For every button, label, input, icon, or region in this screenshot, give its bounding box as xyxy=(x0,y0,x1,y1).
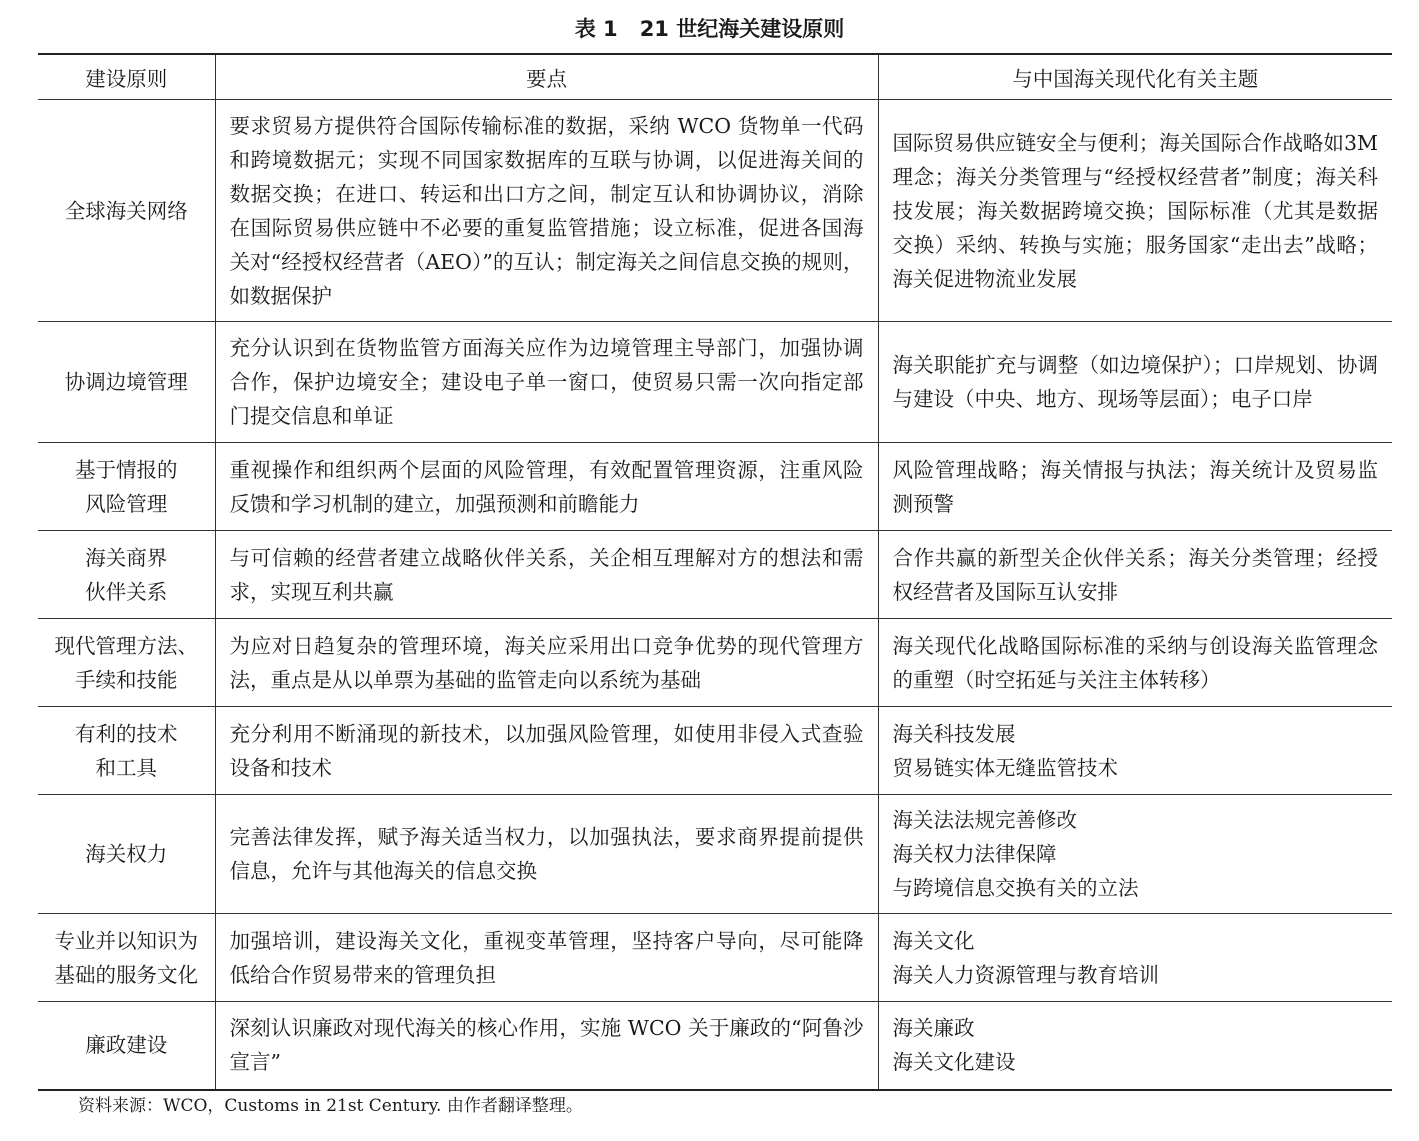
source-note: 资料来源：WCO，Customs in 21st Century. 由作者翻译整理。 xyxy=(78,1096,583,1116)
table-row xyxy=(38,1002,1392,1090)
table-title: 21 世纪海关建设原则 xyxy=(639,17,845,41)
principle-line: 海关商界 xyxy=(85,545,168,570)
topic-line: 海关廉政 xyxy=(892,1016,975,1041)
topics-cell xyxy=(878,531,1392,619)
points-cell: 要求贸易方提供符合国际传输标准的数据，采纳 WCO 货物单一代码和跨境数据元；实现不同国家数据库的互联与协调，以促进海关间的数据交换；在进口、转运和出口方之间，制定互认和协调协议，消除在国际贸易供应链中不必要的重复监管措施；设立标准，促进各国海关对“经授权经营者（AEO）”的互认；制定海关之间信息交换的规则，如数据保护 xyxy=(215,100,878,322)
table-row xyxy=(38,443,1392,531)
principles-table xyxy=(38,53,1392,1091)
principle-line: 伙伴关系 xyxy=(85,579,168,604)
table-caption xyxy=(0,14,1419,44)
table-body xyxy=(38,100,1392,1090)
header-points: 要点 xyxy=(215,54,878,100)
principle-line: 现代管理方法、 xyxy=(54,633,198,658)
topics-cell xyxy=(878,795,1392,914)
principle-line: 有利的技术 xyxy=(75,721,178,746)
table-header-row xyxy=(38,54,1392,100)
topic-line: 海关法法规完善修改 xyxy=(892,808,1077,832)
topic-line: 国际贸易供应链安全与便利；海关国际合作战略如3M 理念；海关分类管理与“经授权经营者”制度；海关科技发展；海关数据跨境交换；国际标准（尤其是数据交换）采纳、转换与实施；服务国家“走出去”战略；海关促进物流业发展 xyxy=(892,130,1378,291)
header-principle: 建设原则 xyxy=(85,67,168,91)
table-row xyxy=(38,100,1392,322)
table-row xyxy=(38,619,1392,707)
points-cell: 为应对日趋复杂的管理环境，海关应采用出口竞争优势的现代管理方法，重点是从以单票为基础的监管走向以系统为基础 xyxy=(215,619,878,707)
table-row xyxy=(38,795,1392,914)
principle-cell xyxy=(38,914,215,1002)
topics-cell xyxy=(878,100,1392,322)
topics-cell xyxy=(878,707,1392,795)
principle-line: 海关权力 xyxy=(85,842,168,866)
points-cell: 重视操作和组织两个层面的风险管理，有效配置管理资源，注重风险反馈和学习机制的建立，加强预测和前瞻能力 xyxy=(215,443,878,531)
principle-line: 手续和技能 xyxy=(75,667,178,692)
table-row xyxy=(38,322,1392,443)
topic-line: 海关人力资源管理与教育培训 xyxy=(892,962,1159,987)
points-cell: 与可信赖的经营者建立战略伙伴关系，关企相互理解对方的想法和需求，实现互利共赢 xyxy=(215,531,878,619)
principle-cell xyxy=(38,1002,215,1090)
table-row xyxy=(38,707,1392,795)
points-cell: 深刻认识廉政对现代海关的核心作用，实施 WCO 关于廉政的“阿鲁沙宣言” xyxy=(215,1002,878,1090)
principle-cell xyxy=(38,707,215,795)
topics-cell xyxy=(878,322,1392,443)
table-row xyxy=(38,531,1392,619)
topics-cell xyxy=(878,914,1392,1002)
topics-cell xyxy=(878,1002,1392,1090)
principle-cell xyxy=(38,443,215,531)
topic-line: 与跨境信息交换有关的立法 xyxy=(892,876,1139,900)
points-cell: 完善法律发挥，赋予海关适当权力，以加强执法，要求商界提前提供信息，允许与其他海关的信息交换 xyxy=(215,795,878,914)
principle-cell xyxy=(38,531,215,619)
points-cell: 充分认识到在货物监管方面海关应作为边境管理主导部门，加强协调合作，保护边境安全；建设电子单一窗口，使贸易只需一次向指定部门提交信息和单证 xyxy=(215,322,878,443)
topic-line: 海关职能扩充与调整（如边境保护）；口岸规划、协调与建设（中央、地方、现场等层面）；电子口岸 xyxy=(892,353,1378,411)
topic-line: 海关现代化战略国际标准的采纳与创设海关监管理念的重塑（时空拓延与关注主体转移） xyxy=(892,633,1378,692)
points-cell: 加强培训，建设海关文化，重视变革管理，坚持客户导向，尽可能降低给合作贸易带来的管理负担 xyxy=(215,914,878,1002)
principle-cell xyxy=(38,619,215,707)
points-cell: 充分利用不断涌现的新技术，以加强风险管理，如使用非侵入式查验设备和技术 xyxy=(215,707,878,795)
topic-line: 海关权力法律保障 xyxy=(892,842,1057,866)
principle-line: 廉政建设 xyxy=(85,1033,168,1058)
topics-cell xyxy=(878,619,1392,707)
topics-cell xyxy=(878,443,1392,531)
principle-line: 风险管理 xyxy=(85,491,168,516)
table-row xyxy=(38,914,1392,1002)
principle-line: 协调边境管理 xyxy=(64,370,188,394)
topic-line: 风险管理战略；海关情报与执法；海关统计及贸易监测预警 xyxy=(892,457,1378,516)
principle-line: 专业并以知识为 xyxy=(54,928,198,953)
topic-line: 海关文化 xyxy=(892,928,975,953)
topic-line: 贸易链实体无缝监管技术 xyxy=(892,755,1118,780)
principle-line: 全球海关网络 xyxy=(64,198,188,223)
principle-cell xyxy=(38,322,215,443)
topic-line: 海关文化建设 xyxy=(892,1050,1016,1075)
topic-line: 合作共赢的新型关企伙伴关系；海关分类管理；经授权经营者及国际互认安排 xyxy=(892,545,1378,604)
principle-cell xyxy=(38,100,215,322)
topic-line: 海关科技发展 xyxy=(892,721,1016,746)
principle-line: 和工具 xyxy=(95,755,157,780)
principle-line: 基于情报的 xyxy=(75,457,178,482)
principle-line: 基础的服务文化 xyxy=(54,962,198,987)
table-number: 表 1 xyxy=(574,17,618,41)
principle-cell xyxy=(38,795,215,914)
header-topics: 与中国海关现代化有关主题 xyxy=(878,54,1392,100)
